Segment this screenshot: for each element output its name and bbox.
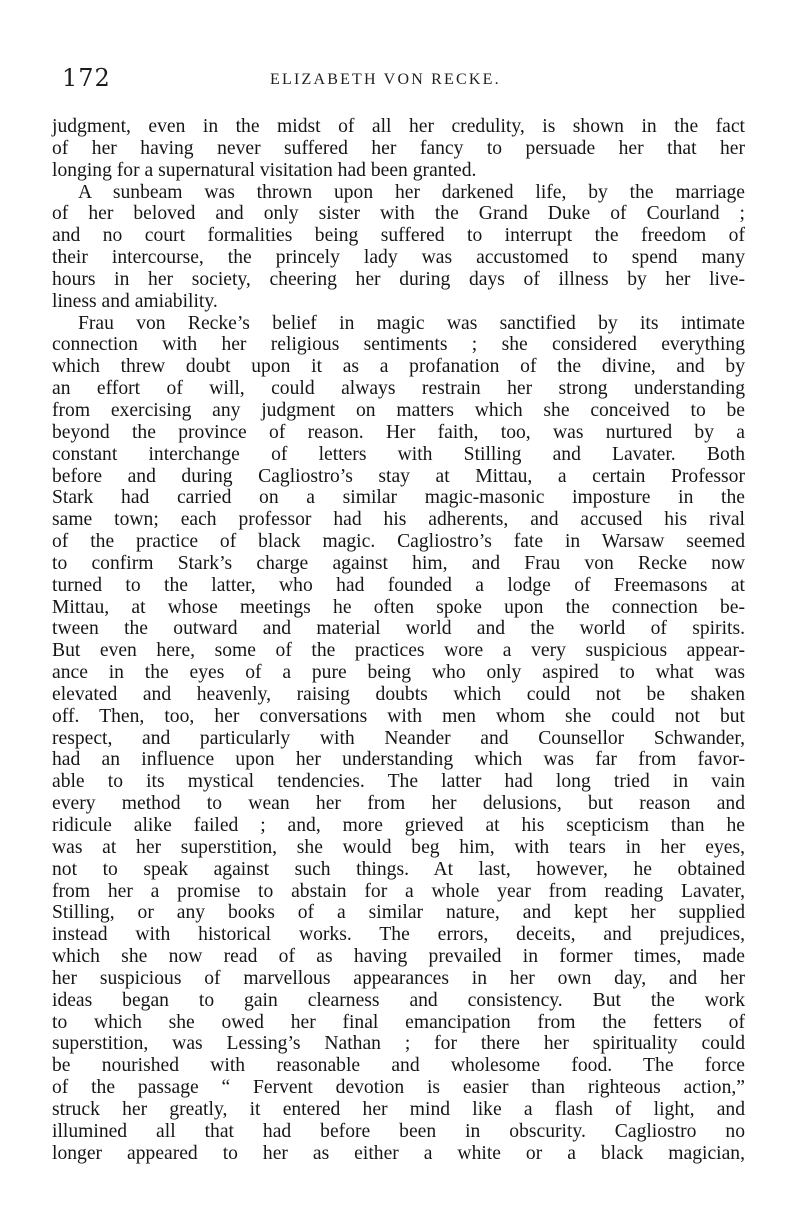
text-line: had an influence upon her understanding which was far from favor- bbox=[52, 749, 745, 771]
text-line: connection with her religious sentiments ; she considered everything bbox=[52, 334, 745, 356]
text-line: an effort of will, could always restrain her strong understanding bbox=[52, 378, 745, 400]
text-line: beyond the province of reason. Her faith, too, was nurtured by a bbox=[52, 421, 745, 443]
text-line: constant interchange of letters with Stilling and Lavater. Both bbox=[52, 443, 745, 465]
text-line: tween the outward and material world and the world of spirits. bbox=[52, 618, 745, 640]
text-line: longing for a supernatural visitation had been granted. bbox=[52, 159, 477, 181]
text-line: and no court formalities being suffered to interrupt the freedom of bbox=[52, 225, 745, 247]
text-line: their intercourse, the princely lady was accustomed to spend many bbox=[52, 247, 745, 269]
text-line: Frau von Recke’s belief in magic was sanctified by its intimate bbox=[78, 312, 745, 334]
text-line: ance in the eyes of a pure being who only aspired to what was bbox=[52, 662, 745, 684]
text-line: of the passage “ Fervent devotion is easier than righteous action,” bbox=[52, 1077, 745, 1099]
text-line: of the practice of black magic. Cagliostro’s fate in Warsaw seemed bbox=[52, 531, 745, 553]
page-number: 172 bbox=[62, 64, 111, 92]
text-line: illumined all that had before been in obscurity. Cagliostro no bbox=[52, 1120, 745, 1142]
text-line: Stilling, or any books of a similar nature, and kept her supplied bbox=[52, 902, 745, 924]
text-line: longer appeared to her as either a white or a black magician, bbox=[52, 1142, 745, 1164]
text-line: of her beloved and only sister with the Grand Duke of Courland ; bbox=[52, 203, 745, 225]
text-line: able to its mystical tendencies. The latter had long tried in vain bbox=[52, 771, 745, 793]
text-line: every method to wean her from her delusions, but reason and bbox=[52, 793, 745, 815]
text-line: respect, and particularly with Neander and Counsellor Schwander, bbox=[52, 727, 745, 749]
text-line: be nourished with reasonable and wholesome food. The force bbox=[52, 1055, 745, 1077]
body-text bbox=[52, 116, 745, 1165]
text-line: which she now read of as having prevailed in former times, made bbox=[52, 946, 745, 968]
text-line: not to speak against such things. At last, however, he obtained bbox=[52, 858, 745, 880]
text-line: judgment, even in the midst of all her credulity, is shown in the fact bbox=[52, 116, 745, 137]
text-line: same town; each professor had his adherents, and accused his rival bbox=[52, 509, 745, 531]
text-line: her suspicious of marvellous appearances in her own day, and her bbox=[52, 967, 745, 989]
text-line: from exercising any judgment on matters which she conceived to be bbox=[52, 399, 745, 421]
text-line: Mittau, at whose meetings he often spoke upon the connection be- bbox=[52, 596, 745, 618]
text-line: hours in her society, cheering her during days of illness by her live- bbox=[52, 268, 745, 290]
text-line: struck her greatly, it entered her mind like a flash of light, and bbox=[52, 1098, 745, 1120]
text-line: turned to the latter, who had founded a lodge of Freemasons at bbox=[52, 574, 745, 596]
text-line: ridicule alike failed ; and, more grieved at his scepticism than he bbox=[52, 815, 745, 836]
text-line: to confirm Stark’s charge against him, and Frau von Recke now bbox=[52, 552, 745, 574]
text-line: of her having never suffered her fancy to persuade her that her bbox=[52, 137, 745, 159]
text-line: which threw doubt upon it as a profanation of the divine, and by bbox=[52, 356, 745, 378]
running-head bbox=[62, 64, 742, 94]
running-title: ELIZABETH VON RECKE. bbox=[270, 71, 501, 88]
text-line: A sunbeam was thrown upon her darkened life, by the marriage bbox=[78, 181, 745, 203]
text-line: from her a promise to abstain for a whole year from reading Lavater, bbox=[52, 880, 745, 902]
text-line: liness and amiability. bbox=[52, 290, 218, 312]
text-line: to which she owed her final emancipation from the fetters of bbox=[52, 1011, 745, 1033]
text-line: ideas began to gain clearness and consistency. But the work bbox=[52, 989, 745, 1011]
text-line: instead with historical works. The errors, deceits, and prejudices, bbox=[52, 924, 745, 946]
text-line: elevated and heavenly, raising doubts which could not be shaken bbox=[52, 683, 745, 705]
text-line: off. Then, too, her conversations with men whom she could not but bbox=[52, 705, 745, 727]
text-line: Stark had carried on a similar magic-masonic imposture in the bbox=[52, 487, 745, 509]
text-line: was at her superstition, she would beg him, with tears in her eyes, bbox=[52, 836, 745, 858]
text-line: superstition, was Lessing’s Nathan ; for there her spirituality could bbox=[52, 1033, 745, 1055]
text-line: But even here, some of the practices wore a very suspicious appear- bbox=[52, 640, 745, 662]
text-line: before and during Cagliostro’s stay at Mittau, a certain Professor bbox=[52, 465, 745, 487]
